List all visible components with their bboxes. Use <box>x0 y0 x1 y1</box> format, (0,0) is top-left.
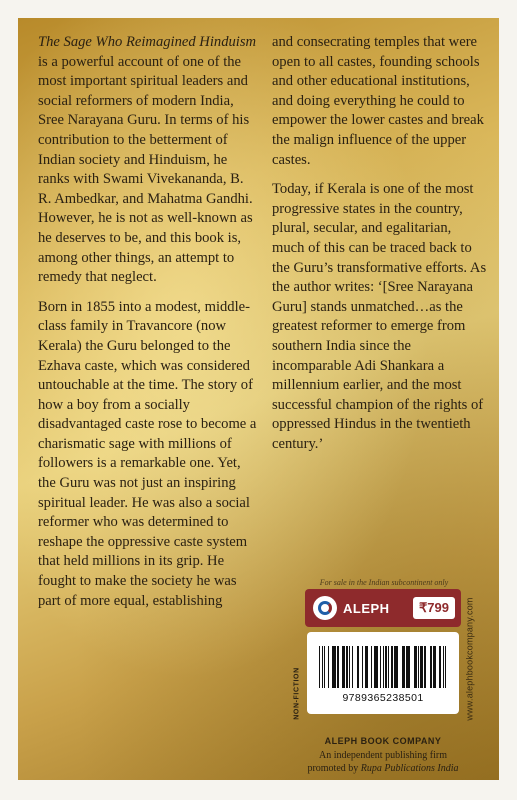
blurb-left-column <box>38 33 260 611</box>
category-label-wrap <box>290 663 304 723</box>
blurb-paragraph: Born in 1855 into a modest, middle-class family in Travancore (now Kerala) the Guru belonged to the Ezhava caste, which was considered untouchable at the time. The story of how a boy from a socially disadvantaged caste rose to become a charismatic sage with millions of followers is a remarkable one. Yet, the Guru was not just an inspiring spiritual leader. He was also a social reformer who was determined to reshape the oppressive caste system that held millions in its grip. He fought to make the society he was part of more equal, establishing <box>38 298 257 609</box>
isbn-barcode <box>319 646 447 688</box>
book-title: The Sage Who Reimagined Hinduism <box>38 34 257 50</box>
publisher-promoter: promoted by Rupa Publications India <box>307 763 459 774</box>
blurb-right-column <box>272 33 487 454</box>
barcode-bar <box>445 646 446 688</box>
sale-territory-note: For sale in the Indian subcontinent only <box>319 578 449 587</box>
blurb-paragraph: and consecrating temples that were open to all castes, founding schools and other educational institutions, and doing everything he could to empower the lower castes and break the malign influence of the upper castes. <box>272 34 484 168</box>
blurb-paragraph: The Sage Who Reimagined Hinduism is a powerful account of one of the most important spiritual leaders and social reformers of modern India, Sree Narayana Guru. In terms of his contribution to the betterment of Indian society and Hinduism, he ranks with Swami Vivekananda, B. R. Ambedkar, and Mahatma Gandhi. However, he is not as well-known as he deserves to be, and this book is, among other things, an attempt to remedy that neglect. <box>38 34 257 286</box>
isbn-number: 9789365238501 <box>342 692 424 704</box>
publisher-name: ALEPH BOOK COMPANY <box>324 736 442 746</box>
website-label-wrap <box>462 586 478 732</box>
barcode-panel <box>307 632 459 714</box>
back-cover <box>18 18 499 780</box>
category-label: NON-FICTION <box>293 666 301 720</box>
publisher-tagline: An independent publishing firm <box>318 750 448 761</box>
blurb-paragraph: Today, if Kerala is one of the most progressive states in the country, plural, secular, and egalitarian, much of this can be traced back to the Guru’s transformative efforts. As the author writes: ‘[Sree Narayana Guru] stands unmatched…as the greatest reformer to emerge from southern India since the incomparable Adi Shankara a millennium earlier, and the most successful champion of the rights of oppressed Hindus in the twentieth century.’ <box>272 181 487 452</box>
publisher-brand: ALEPH <box>343 600 390 616</box>
imprint-name: Rupa Publications India <box>360 763 459 774</box>
price-box <box>305 589 461 627</box>
website-url: www.alephbookcompany.com <box>465 597 476 721</box>
aleph-logo-icon <box>313 596 337 620</box>
price-tag: ₹799 <box>413 597 455 619</box>
